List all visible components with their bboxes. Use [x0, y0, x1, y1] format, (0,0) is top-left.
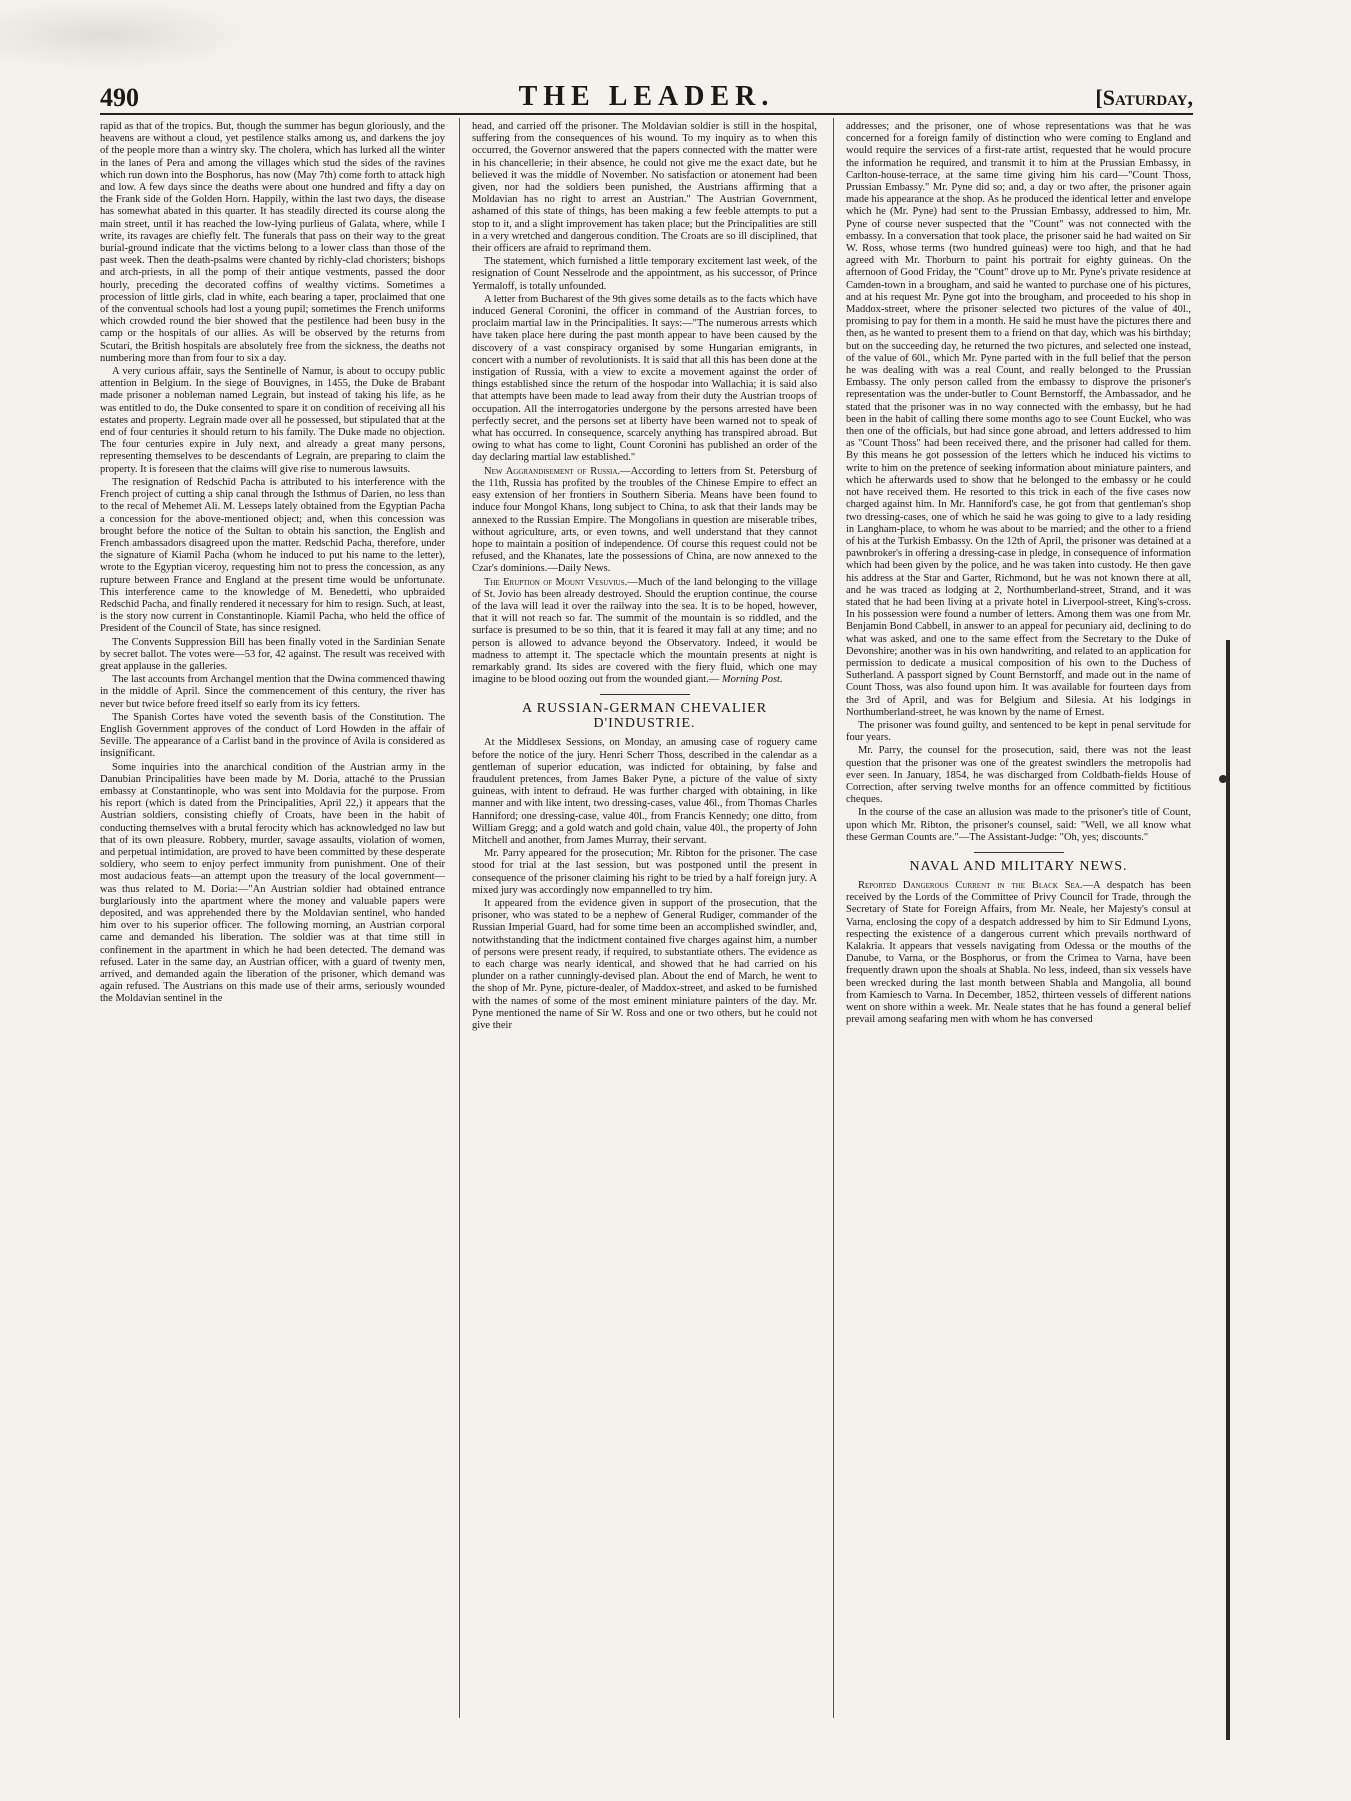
section-divider	[600, 694, 690, 695]
article-paragraph: The Spanish Cortes have voted the seventh basis of the Constitution. The English Government approves of the conduct of Lord Howden in the affair of Seville. The appearance of a Carlist band in the province of Avila is considered as insignificant.	[100, 711, 445, 760]
article-paragraph: The resignation of Redschid Pacha is attributed to his interference with the French project of cutting a ship canal through the Isthmus of Darien, no less than to the recal of Mehemet Ali. M. Lesseps lately obtained from the Egyptian Pacha a concession for the above-mentioned object; and, when this concession was brought before the notice of the Sultan to obtain his sanction, the English and French ambassadors disagreed upon the matter. Redschid Pacha, therefore, under the signature of Kiamil Pacha (whom he induced to put his name to the letter), wrote to the Egyptian viceroy, requesting him not to press the concession, as any rupture between France and England at the present time would be unfortunate. This interference came to the knowledge of M. Benedetti, who upbraided Redschid Pacha, and finally rendered it necessary for him to resign. Such, at least, is the story now current in Constantinople. Kiamil Pacha, who held the office of President of the Council of State, has since resigned.	[100, 476, 445, 635]
news-item-black-sea	[846, 880, 1191, 1026]
article-paragraph: The Convents Suppression Bill has been finally voted in the Sardinian Senate by secret ballot. The votes were—53 for, 42 against. The result was received with great applause in the galleries.	[100, 636, 445, 672]
news-item-text: —A despatch has been received by the Lords of the Committee of Privy Council for Trade, through the Secretary of State for Foreign Affairs, from Mr. Neale, her Majesty's consul at Varna, enclosing the copy of a despatch addressed by him to Sir Edmund Lyons, respecting the existence of a dangerous current which prevails northward of Kalakria. It appears that vessels navigating from Odessa or the mouths of the Danube, to Varna, or the Bosphorus, or from the Crimea to Varna, have been frequently drawn upon the shoals at Shabla. No less, indeed, than six vessels have been wrecked during the last month between Shabla and Mangolia, all bound from Kamiesch to Varna. In December, 1852, thirteen vessels of different nations went on shore within a week. Mr. Neale states that he has found a general belief prevail among seafaring men with whom he has conversed	[846, 879, 1191, 1026]
article-paragraph: Some inquiries into the anarchical condition of the Austrian army in the Danubian Principalities have been made by M. Doria, attaché to the Prussian embassy at Constantinople, who was sent into Moldavia for the purpose. From his report (which is dated from the Principalities, April 22,) it appears that the Austrian soldiers, consisting chiefly of Croats, have been in the habit of conducting themselves with a brutal ferocity which has acknowledged no law but that of its own pleasure. Robbery, murder, savage assaults, violation of women, and perpetual intimidation, are proved to have been committed by these desperate soldiery, who seem to enjoy perfect immunity from punishment. One of their most audacious feats—an attempt upon the treasury of the local government—was thus related to M. Doria:—"An Austrian soldier had obtained entrance burglariously into the apartment where the money and valuable papers were deposited, and was apprehended there by the Moldavian sentinel, who handed him over to his superior officer. The following morning, an Austrian corporal came and demanded his liberation. The soldier was at that time still in confinement in the apartment in which he had been detected. The demand was refused. Later in the same day, an Austrian officer, with a guard of twenty men, arrived, and demanded again the liberation of the prisoner, which demand was again refused. The Austrians on this made use of their arms, seriously wounded the Moldavian sentinel in the	[100, 761, 445, 1005]
section-heading: NAVAL AND MILITARY NEWS.	[909, 858, 1128, 874]
article-paragraph: addresses; and the prisoner, one of whose representations was that he was concerned for a foreign family of distinction who were coming to England and would require the services of a first-rate artist, requested that he would procure the information he required, and transmit it to him at the Prussian Embassy, in Carlton-house-terrace, at the same time giving him his card—"Count Thoss, Prussian Embassy." Mr. Pyne did so; and, a day or two after, the prisoner again made his appearance at the shop. As he produced the identical letter and envelope which he (Mr. Pyne) had sent to the Prussian Embassy, addressed to him, Mr. Pyne of course never suspected that the "Count" was not connected with the embassy. In a conversation that took place, the prisoner said he had waited on Sir W. Ross, whose terms (two hundred guineas) were too high, and that he had agreed with Mr. Thorburn to paint his portrait for eighty guineas. On the afternoon of Good Friday, the "Count" drove up to Mr. Pyne's private residence at Camden-town in a brougham, and said he wanted to purchase one of his pictures, and at his request Mr. Pyne got into the brougham, and proceeded to his shop in Maddox-street, where the prisoner selected two pictures of the value of 40l., promising to pay for them in a month. He said he must have the pictures there and then, as he wanted to present them to a friend on that day, which was his birthday; but on the succeeding day, he returned the two pictures, and selected one instead, of the value of 60l., which Mr. Pyne parted with in the full belief that the person he was dealing with was a real Count, and really belonged to the Prussian Embassy. The only person called from the embassy to disprove the prisoner's representation was the under-butler to Count Bernstorff, the Ambassador, and he stated that the prisoner was in no way connected with the embassy, but he had been in the habit of calling there some months ago to see Count Euckel, who was then one of the officials, but had since gone abroad, and letters addressed to him as "Count Thoss" had been received there, and the prisoner had called for them. By this means he got possession of the letters which he induced his victims to write to him on the pretence of seeking information about miniature painters, and which he afterwards used to show that he belonged to the embassy or he could not have received them. He resorted to this trick in each of the five cases now charged against him. In Mr. Hanniford's case, he got from that gentleman's shop two dressing-cases, one of which he said he was going to give to a lady residing in Langham-place, to whom he was about to be married; and the other to a friend of his at the Turkish Embassy. On the 12th of April, the prisoner was detained at a pawnbroker's in offering a dressing-case in pledge, in consequence of information which had been given by the police, and he was taken into custody. He then gave his address at the Star and Garter, Richmond, but he was not known there at all, and he was traced as lodging at 2, Northumberland-street, Strand, and it was stated that he had been living at a private hotel in Liverpool-street, King's-cross. In his possession were found a number of letters. Among them was one from Mr. Benjamin Bond Cabbell, in answer to an appeal for pecuniary aid, declining to do what was asked, and one to the same effect from the Secretary to the Duke of Devonshire; another was in his own handwriting, and related to an application for permission to dedicate a musical composition of his own to the Duchess of Sutherland. A passport signed by Count Bernstorff, and made out in the name of Count Thoss, was also found upon him. It was available for fourteen days from the 3rd of April, and was for Belgium and Silesia. At his lodgings in Northumberland-street, he was known by the name of Ernest.	[846, 121, 1191, 718]
news-item-russia	[472, 466, 817, 576]
news-item-lead: Reported Dangerous Current in the Black Sea.	[858, 879, 1083, 891]
news-item-text: —Much of the land belonging to the village of St. Jovio has been already destroyed. Should the eruption continue, the course of the lava will lead it over the railway into the sea. It is to be hoped, however, that it will not reach so far. The summit of the mountain is so riddled, and the surface is presumed to be so thin, that it is feared it may fall at any time; and no person is allowed to advance beyond the Observatory. Indeed, it would be madness to attempt it. The spectacle which the mountain presents at night is remarkably grand. Its sides are covered with the fiery fluid, which one may imagine to be blood oozing out from the wounded giant.—	[472, 576, 817, 686]
article-paragraph: A very curious affair, says the Sentinelle of Namur, is about to occupy public attention in Belgium. In the siege of Bouvignes, in 1455, the Duke de Brabant made prisoner a nobleman named Legrain, but instead of taking his life, as he was entitled to do, the Duke consented to spare it on condition of receiving all his estates and property. Legrain made over all he possessed, but stipulated that at the end of four centuries it should return to his family. The Duke made no objection. The four centuries expire in July next, and already a great many persons, representing themselves to be descendants of Legrain, are preparing to claim the property. It is foreseen that the claims will give rise to numerous lawsuits.	[100, 366, 445, 475]
column-rule	[833, 118, 834, 1718]
news-item-text: —According to letters from St. Petersburg of the 11th, Russia has profited by the troubles of the Chinese Empire to effect an easy extension of her frontiers in Southern Siberia. Means have been found to induce four Mongol Khans, long subject to China, to ask that their lands may be annexed to the Russian Empire. The Mongolians in question are miserable tribes, without agriculture, arts, or even towns, and well understand that they cannot hope to maintain a position of independence. Of course this request could not be refused, and the Khanates, late the possessions of China, are now annexed to the Czar's dominions.—Daily News.	[472, 465, 817, 575]
scan-margin-mark	[1219, 775, 1227, 783]
article-paragraph: The prisoner was found guilty, and sentenced to be kept in penal servitude for four years.	[846, 719, 1191, 744]
page-number: 490	[100, 83, 139, 112]
article-heading: A RUSSIAN-GERMAN CHEVALIER D'INDUSTRIE.	[521, 701, 768, 732]
article-paragraph: Mr. Parry appeared for the prosecution; Mr. Ribton for the prisoner. The case stood for trial at the last session, but was postponed until the present in consequence of the prisoner claiming his right to be tried by a half foreign jury. A mixed jury was accordingly now empannelled to try him.	[472, 848, 817, 896]
article-paragraph: At the Middlesex Sessions, on Monday, an amusing case of roguery came before the notice of the jury. Henri Scherr Thoss, described in the calendar as a gentleman of superior education, was indicted for obtaining, by false and fraudulent pretences, from James Baker Pyne, a picture of the value of sixty guineas, with intent to defraud. He was further charged with obtaining, in like manner and with like intent, two dressing-cases, value 46l., from Thomas Charles Hanniford; one dressing-case, value 40l., from Francis Kennedy; one ditto, from William Gregg; and a gold watch and gold chain, value 40l., the property of John Mitchell and another, from James Murray, their servant.	[472, 737, 817, 846]
article-paragraph: It appeared from the evidence given in support of the prosecution, that the prisoner, who was stated to be a nephew of General Rudiger, commander of the Russian Imperial Guard, had for some time been an accomplished swindler, and, notwithstanding that the indictment contained five charges against him, a number of persons were present ready, if required, to substantiate others. The evidence as to each charge was nearly identical, and showed that he had carried on his plunder on a rather cunningly-devised plan. About the end of March, he went to the shop of Mr. Pyne, picture-dealer, of Maddox-street, and asked to be furnished with the names of some of the most eminent miniature painters of the day. Mr. Pyne mentioned the name of Sir W. Ross and one or two others, but he could not give their	[472, 897, 817, 1032]
scan-smudge	[0, 0, 260, 70]
news-item-source: Morning Post.	[721, 674, 783, 686]
column-1	[100, 121, 445, 1721]
news-item-lead: New Aggrandisement of Russia.	[484, 465, 621, 477]
column-rule	[459, 118, 460, 1718]
article-paragraph: rapid as that of the tropics. But, though the summer has begun gloriously, and the heavens are without a cloud, yet pestilence stalks among us, and darkens the joy of the people more than a wintry sky. The cholera, which has lurked all the winter in the lanes of Pera and among the villages which stud the sides of the ravines which run down into the Bosphorus, has now (May 7th) come forth to attack high and low. A few days since the deaths were about one hundred and fifty a day on the Frank side of the Golden Horn. Happily, within the last two days, the disease has somewhat abated in this quarter. It has steadily directed its course along the main street, until it has reached the low-lying purlieus of Galata, where, while I write, its ravages are chiefly felt. The funerals that pass on their way to the great burial-ground indicate that the victims belong to a lower class than those of the past week. Then the death-psalms were chanted by richly-clad choristers; bishops and arch-priests, in all the pomp of their antique vestments, passed the door hourly, preceding the decorated coffins of wealthy victims. Sometimes a procession of little girls, clad in white, each bearing a taper, proclaimed that one of the conventual schools had lost a young pupil; sometimes the French uniforms which crowded round the bier showed that the pestilence had been busy in the camp or the hospitals of our allies. As will be observed by the returns from Scutari, the British hospitals are absolutely free from the sickness, the deaths not numbering more than from four to six a day.	[100, 121, 445, 364]
column-3	[846, 121, 1191, 1721]
section-divider	[974, 852, 1064, 853]
issue-day: [Saturday,	[1095, 85, 1193, 110]
article-paragraph: The statement, which furnished a little temporary excitement last week, of the resignation of Count Nesselrode and the appointment, as his successor, of Prince Yermaloff, is totally unfounded.	[472, 256, 817, 292]
news-item-vesuvius	[472, 577, 817, 687]
article-paragraph: In the course of the case an allusion was made to the prisoner's title of Count, upon which Mr. Ribton, the prisoner's counsel, said: "Well, we all know what these German Counts are."—The Assistant-Judge: "Oh, yes; discounts."	[846, 807, 1191, 843]
newspaper-title: THE LEADER.	[518, 81, 775, 112]
article-paragraph: A letter from Bucharest of the 9th gives some details as to the facts which have induced General Coronini, the officer in command of the Austrian forces, to proclaim martial law in the Principalities. It says:—"The numerous arrests which have taken place here during the past month appear to have been caused by the discovery of a vast conspiracy organised by some Hungarian emigrants, in concert with a number of revolutionists. It is said that all this has been done at the instigation of Russia, with a view to excite a movement against the order of things established since the return of the hospodar into Wallachia; it is said also that attempts have been made to lead away from their duty the Austrian troops of occupation. All the interrogatories undergone by the persons arrested have been perfectly secret, and the persons set at liberty have been warned not to speak of what has occurred. In consequence, scarcely anything has transpired abroad. But owing to what has come to light, Count Coronini has published an order of the day declaring martial law established."	[472, 293, 817, 464]
article-paragraph: Mr. Parry, the counsel for the prosecution, said, there was not the least question that the prisoner was one of the greatest swindlers the metropolis had ever seen. In January, 1854, he was discharged from Coldbath-fields House of Correction, after serving twelve months for an offence committed by fictitious cheques.	[846, 745, 1191, 806]
masthead	[100, 81, 1193, 115]
column-2	[472, 121, 817, 1721]
article-paragraph: The last accounts from Archangel mention that the Dwina commenced thawing in the middle of April. Since the commencement of this century, the river has never but twice before freed itself so early from its icy fetters.	[100, 674, 445, 710]
article-paragraph: head, and carried off the prisoner. The Moldavian soldier is still in the hospital, suffering from the consequences of his wound. To my inquiry as to when this occurred, the Governor answered that the papers connected with the matter were in his chancellerie; in their absence, he could not give me the exact date, but he believed it was the middle of November. No satisfaction or atonement had been given, nor had the soldiers been punished, the Austrians affirming that a Moldavian has no right to arrest an Austrian." The Austrian Government, ashamed of this state of things, has been making a few feeble attempts to put a stop to it, and a slight improvement has taken place; but the Principalities are still in a very wretched and dangerous condition. The Croats are so ill disciplined, that their officers are afraid to reprimand them.	[472, 121, 817, 255]
news-item-lead: The Eruption of Mount Vesuvius.	[484, 576, 628, 588]
scan-margin-bar	[1226, 640, 1230, 1740]
